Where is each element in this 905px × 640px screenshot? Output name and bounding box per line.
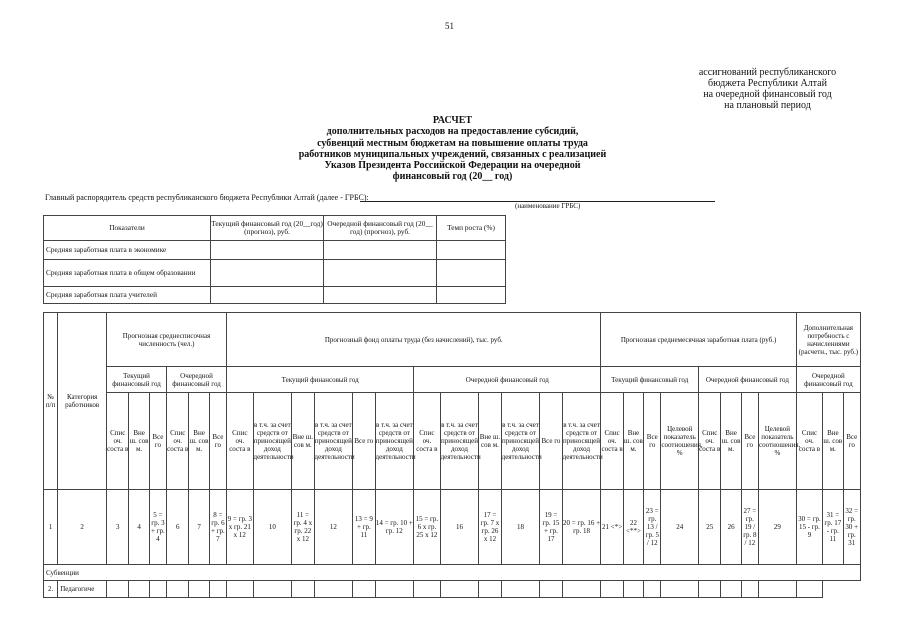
sub-header: Все го bbox=[741, 393, 758, 490]
col-num: 6 bbox=[167, 490, 189, 565]
approval-header bbox=[660, 67, 875, 111]
salary-indicators-table bbox=[43, 215, 506, 304]
sub-header: Спис оч. соста в bbox=[167, 393, 189, 490]
value-cell bbox=[211, 241, 324, 260]
col-number-header: № п/п bbox=[44, 313, 58, 490]
title-line: РАСЧЕТ bbox=[432, 115, 473, 126]
value-cell bbox=[437, 241, 506, 260]
sub-header: Все го bbox=[149, 393, 166, 490]
sub-header: в т.ч. за счет средств от приносящей доход деятельности bbox=[440, 393, 479, 490]
row-category: Педагогиче bbox=[58, 581, 107, 598]
sub-header: Спис оч. соста в bbox=[414, 393, 440, 490]
next-year-header: Очередной финансовый год bbox=[796, 367, 860, 393]
sub-header: Все го bbox=[353, 393, 375, 490]
col-num: 11 = гр. 4 х гр. 22 х 12 bbox=[292, 490, 314, 565]
document-title bbox=[250, 115, 655, 183]
header-cell: Текущий финансовый год (20__год) (прогноз), руб. bbox=[211, 216, 324, 241]
current-year-header: Текущий финансовый год bbox=[601, 367, 699, 393]
col-num: 2 bbox=[58, 490, 107, 565]
sub-header: Спис оч. соста в bbox=[699, 393, 721, 490]
group-headcount: Прогнозная среднесписочная численность (чел.) bbox=[107, 313, 227, 367]
next-year-header: Очередной финансовый год bbox=[167, 367, 227, 393]
sub-header: Спис оч. соста в bbox=[796, 393, 822, 490]
sub-header: Вне ш. сов м. bbox=[129, 393, 149, 490]
sub-header: в т.ч. за счет средств от приносящей доход деятельности bbox=[375, 393, 414, 490]
col-num: 22 <**> bbox=[623, 490, 643, 565]
sub-header: Вне ш. сов м. bbox=[189, 393, 209, 490]
sub-header: Спис оч. соста в bbox=[227, 393, 253, 490]
value-cell bbox=[211, 260, 324, 287]
col-num: 30 = гр. 15 - гр. 9 bbox=[796, 490, 822, 565]
header-line: на очередной финансовый год bbox=[703, 89, 832, 100]
sub-header: Вне ш. сов м. bbox=[823, 393, 843, 490]
col-num: 23 = гр. 13 / гр. 5 / 12 bbox=[644, 490, 661, 565]
col-num: 1 bbox=[44, 490, 58, 565]
sub-header: Вне ш. сов м. bbox=[292, 393, 314, 490]
value-cell bbox=[324, 241, 437, 260]
header-line: ассигнований республиканского bbox=[698, 67, 837, 78]
header-cell: Очередной финансовый год (20__ год) (прогноз), руб. bbox=[324, 216, 437, 241]
col-num: 20 = гр. 16 + гр. 18 bbox=[562, 490, 601, 565]
sub-header: Спис оч. соста в bbox=[107, 393, 129, 490]
value-cell bbox=[437, 287, 506, 304]
col-num: 29 bbox=[759, 490, 797, 565]
col-num: 17 = гр. 7 х гр. 26 х 12 bbox=[479, 490, 501, 565]
row-label: Средняя заработная плата учителей bbox=[44, 287, 211, 304]
group-avg-pay: Прогнозная среднемесячная заработная плата (руб.) bbox=[601, 313, 796, 367]
sub-header: Все го bbox=[843, 393, 861, 490]
value-cell bbox=[324, 260, 437, 287]
col-num: 9 = гр. 3 х гр. 21 х 12 bbox=[227, 490, 253, 565]
col-num: 14 = гр. 10 + гр. 12 bbox=[375, 490, 414, 565]
title-line: субвенций местным бюджетам на повышение оплаты труда bbox=[317, 137, 588, 149]
calculation-table bbox=[43, 312, 861, 598]
col-num: 31 = гр. 17 - гр. 11 bbox=[823, 490, 843, 565]
next-year-header: Очередной финансовый год bbox=[414, 367, 601, 393]
col-num: 13 = 9 + гр. 11 bbox=[353, 490, 375, 565]
title-line: Указов Президента Российской Федерации на очередной bbox=[324, 160, 581, 172]
grbs-hint: (наименование ГРБС) bbox=[515, 202, 581, 210]
grbs-label: Главный распорядитель средств республиканского бюджета Республики Алтай (далее - ГРБС): bbox=[45, 193, 369, 202]
title-line: финансовый год (20__ год) bbox=[392, 171, 513, 183]
col-num: 7 bbox=[189, 490, 209, 565]
col-num: 19 = гр. 15 + гр. 17 bbox=[540, 490, 562, 565]
header-line: бюджета Республики Алтай bbox=[708, 78, 827, 89]
group-extra-need: Дополнительная потребность с начислениями (расчетн., тыс. руб.) bbox=[796, 313, 860, 367]
col-num: 12 bbox=[314, 490, 353, 565]
group-wage-fund: Прогнозный фонд оплаты труда (без начислений), тыс. руб. bbox=[227, 313, 601, 367]
current-year-header: Текущий финансовый год bbox=[107, 367, 167, 393]
sub-header: Вне ш. сов м. bbox=[623, 393, 643, 490]
col-num: 15 = гр. 6 х гр. 25 х 12 bbox=[414, 490, 440, 565]
col-num: 10 bbox=[253, 490, 292, 565]
page-number: 51 bbox=[445, 21, 454, 31]
next-year-header: Очередной финансовый год bbox=[699, 367, 797, 393]
current-year-header: Текущий финансовый год bbox=[227, 367, 414, 393]
header-cell: Показатели bbox=[44, 216, 211, 241]
sub-header: Все го bbox=[540, 393, 562, 490]
sub-header: в т.ч. за счет средств от приносящей доход деятельности bbox=[314, 393, 353, 490]
row-number: 2. bbox=[44, 581, 58, 598]
col-num: 21 <*> bbox=[601, 490, 623, 565]
sub-header: в т.ч. за счет средств от приносящей доход деятельности bbox=[253, 393, 292, 490]
col-num: 24 bbox=[661, 490, 699, 565]
sub-header: Вне ш. сов м. bbox=[721, 393, 741, 490]
col-num: 27 = гр. 19 / гр. 8 / 12 bbox=[741, 490, 758, 565]
sub-header: Все го bbox=[644, 393, 661, 490]
row-label: Средняя заработная плата в экономике bbox=[44, 241, 211, 260]
sub-header: Все го bbox=[209, 393, 226, 490]
row-label: Средняя заработная плата в общем образовании bbox=[44, 260, 211, 287]
section-subvention: Субвенции bbox=[44, 565, 861, 581]
sub-header: Целевой показатель соотношения, % bbox=[661, 393, 699, 490]
title-line: дополнительных расходов на предоставление субсидий, bbox=[326, 126, 579, 138]
sub-header: в т.ч. за счет средств от приносящей доход деятельности bbox=[562, 393, 601, 490]
col-num: 16 bbox=[440, 490, 479, 565]
sub-header: в т.ч. за счет средств от приносящей доход деятельности bbox=[501, 393, 540, 490]
sub-header: Спис оч. соста в bbox=[601, 393, 623, 490]
value-cell bbox=[324, 287, 437, 304]
column-number-row bbox=[44, 490, 861, 565]
header-line: на плановый период bbox=[724, 100, 811, 111]
col-num: 8 = гр. 6 + гр. 7 bbox=[209, 490, 226, 565]
col-num: 3 bbox=[107, 490, 129, 565]
sub-header: Целевой показатель соотношения, % bbox=[759, 393, 797, 490]
col-num: 4 bbox=[129, 490, 149, 565]
col-category-header: Категория работников bbox=[58, 313, 107, 490]
sub-header: Вне ш. сов м. bbox=[479, 393, 501, 490]
col-num: 26 bbox=[721, 490, 741, 565]
header-cell: Темп роста (%) bbox=[437, 216, 506, 241]
col-num: 32 = гр. 30 + гр. 31 bbox=[843, 490, 861, 565]
table-row bbox=[44, 581, 861, 598]
title-line: работников муниципальных учреждений, связанных с реализацией bbox=[298, 148, 607, 160]
col-num: 18 bbox=[501, 490, 540, 565]
col-num: 25 bbox=[699, 490, 721, 565]
value-cell bbox=[211, 287, 324, 304]
value-cell bbox=[437, 260, 506, 287]
col-num: 5 = гр. 3 + гр. 4 bbox=[149, 490, 166, 565]
